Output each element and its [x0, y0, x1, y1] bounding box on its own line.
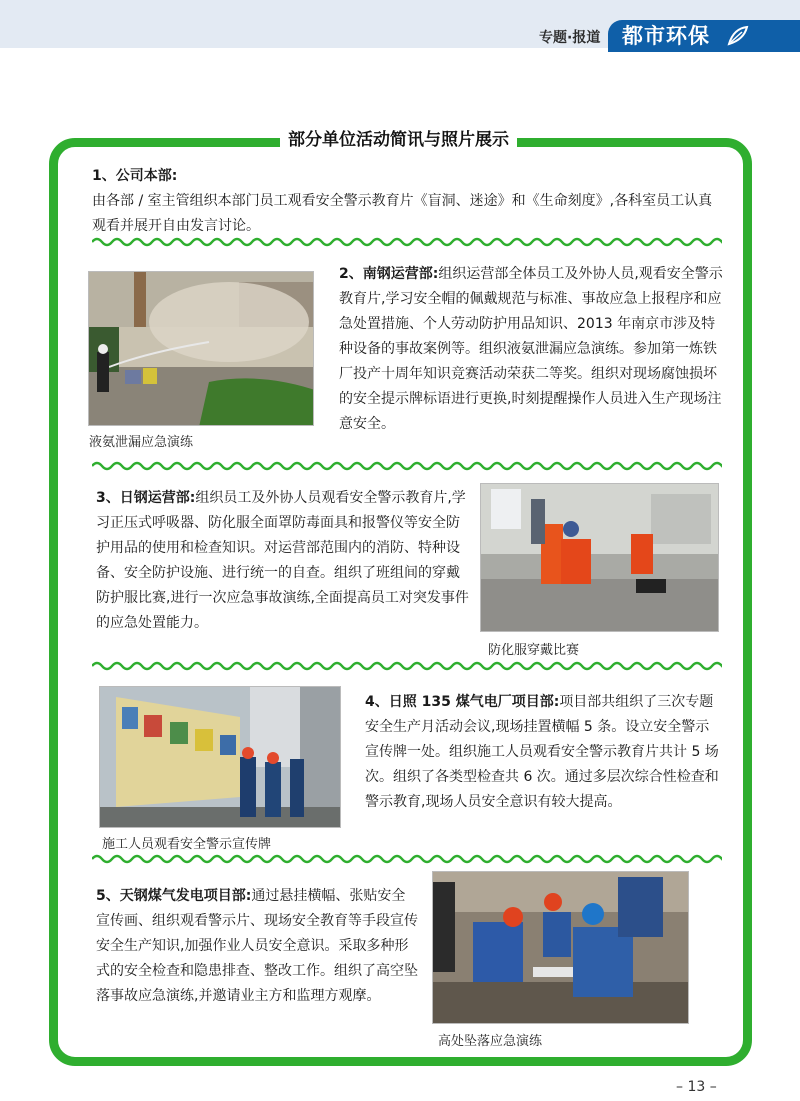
photo-caption: 液氨泄漏应急演练 — [89, 435, 194, 450]
leaf-logo-icon — [726, 24, 750, 48]
wave-divider — [92, 660, 722, 672]
brand-tab — [608, 20, 800, 52]
wave-divider — [92, 853, 722, 865]
section-label: 专题·报道 — [539, 30, 601, 46]
section-heading: 3、日钢运营部: — [96, 490, 196, 506]
photo-caption: 高处坠落应急演练 — [438, 1034, 543, 1049]
section-rigang — [96, 486, 470, 636]
section-heading: 5、天钢煤气发电项目部: — [96, 888, 252, 904]
section-tiangang-project — [96, 884, 418, 1009]
section-heading: 1、公司本部: — [92, 168, 178, 184]
section-heading: 2、南钢运营部: — [339, 266, 439, 282]
photo-fall-rescue-drill — [432, 871, 689, 1024]
photo-caption: 施工人员观看安全警示宣传牌 — [102, 837, 272, 852]
section-rizhao-project — [365, 690, 721, 815]
section-body: 由各部 / 室主管组织本部门员工观看安全警示教育片《盲洞、迷途》和《生命刻度》,各科室员工认真观看并展开自由发言讨论。 — [92, 193, 713, 234]
section-body: 组织员工及外协人员观看安全警示教育片,学习正压式呼吸器、防化服全面罩防毒面具和报警仪等安全防护用品的使用和检查知识。对运营部范围内的消防、特种设备、安全防护设施、进行统一的自查。组织了班组间的穿戴防护服比赛,进行一次应急事故演练,全面提高员工对突发事件的应急处置能力。 — [96, 490, 469, 631]
section-heading: 4、日照 135 煤气电厂项目部: — [365, 694, 560, 710]
photo-caption: 防化服穿戴比赛 — [488, 643, 580, 658]
brand-name: 都市环保 — [622, 24, 710, 48]
section-nangang — [339, 262, 727, 437]
section-company-hq — [92, 164, 722, 239]
section-body: 通过悬挂横幅、张贴安全宣传画、组织观看警示片、现场安全教育等手段宣传安全生产知识,加强作业人员安全意识。采取多种形式的安全检查和隐患排查、整改工作。组织了高空坠落事故应急演练,并邀请业主方和监理方观摩。 — [96, 888, 418, 1004]
page-title: 部分单位活动简讯与照片展示 — [280, 128, 517, 152]
page-number: – 13 – — [676, 1079, 717, 1095]
section-body: 组织运营部全体员工及外协人员,观看安全警示教育片,学习安全帽的佩戴规范与标准、事故应急上报程序和应急处置措施、个人劳动防护用品知识、2013 年南京市涉及特种设备的事故案例等。组织液氨泄漏应急演练。参加第一炼铁厂投产十周年知识竞赛活动荣获二等奖。组织对现场腐蚀损坏的安全提示牌标语进行更换,时刻提醒操作人员进入生产现场注意安全。 — [339, 266, 723, 432]
wave-divider — [92, 236, 722, 248]
photo-safety-board — [99, 686, 341, 828]
photo-protective-suit-contest — [480, 483, 719, 632]
section-body: 项目部共组织了三次专题安全生产月活动会议,现场挂置横幅 5 条。设立安全警示宣传牌一处。组织施工人员观看安全警示教育片共计 5 场次。组织了各类型检查共 6 次。通过多层次综合性检查和警示教育,现场人员安全意识有较大提高。 — [365, 694, 719, 810]
wave-divider — [92, 460, 722, 472]
photo-ammonia-drill — [88, 271, 314, 426]
